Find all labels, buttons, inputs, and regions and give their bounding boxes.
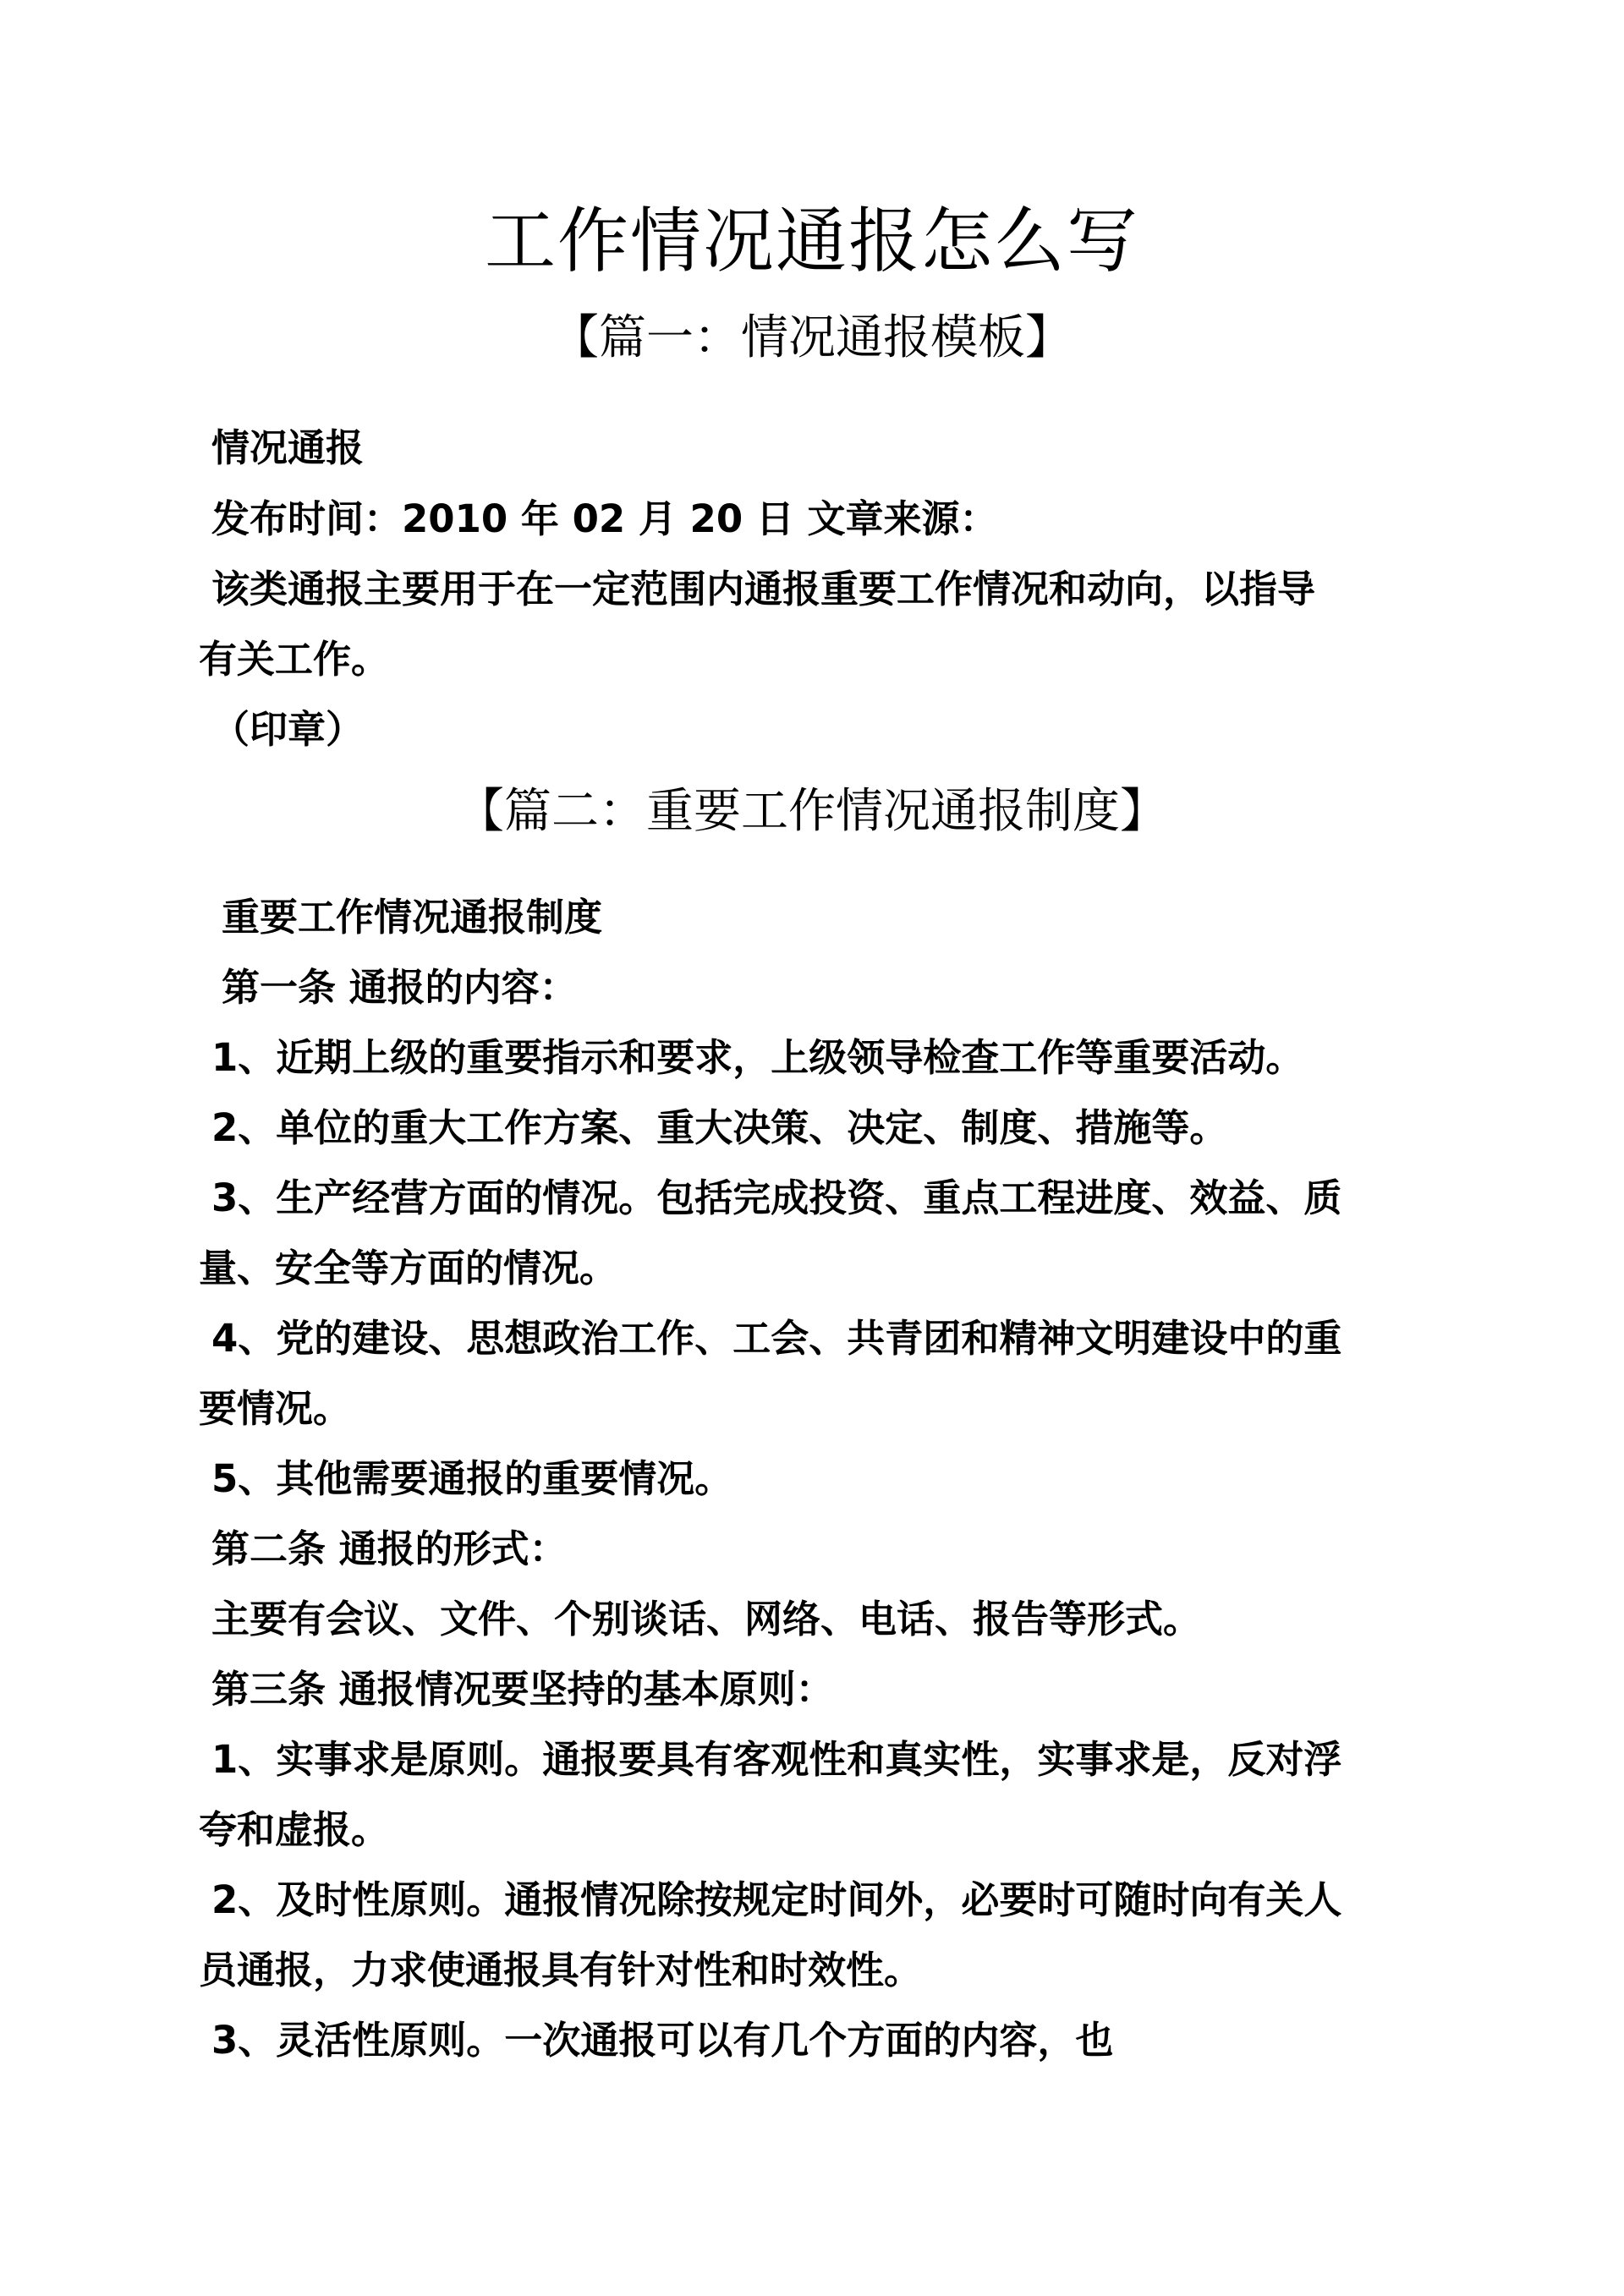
section-2-line: 员通报，力求使通报具有针对性和时效性。 <box>199 1948 923 1992</box>
section-2-line: 2、及时性原则。通报情况除按规定时间外，必要时可随时向有关人 <box>211 1877 1342 1922</box>
section-2-line: 第二条 通报的形式： <box>211 1526 568 1571</box>
section-2-line: 4、党的建设、思想政治工作、工会、共青团和精神文明建设中的重 <box>211 1316 1342 1361</box>
section-1-line: 情况通报 <box>211 425 365 470</box>
section-1-line: 有关工作。 <box>199 637 390 682</box>
section-1-line: （印章） <box>211 707 365 752</box>
section-2-heading: 【篇二：重要工作情况通报制度】 <box>457 784 1167 839</box>
section-2-line: 3、生产经营方面的情况。包括完成投资、重点工程进度、效益、质 <box>211 1175 1342 1220</box>
section-2-line: 3、灵活性原则。一次通报可以有几个方面的内容，也 <box>211 2018 1114 2063</box>
section-2-line: 第三条 通报情况要坚持的基本原则： <box>211 1667 834 1712</box>
section-2-line: 5、其他需要通报的重要情况。 <box>211 1456 733 1501</box>
section-2-line: 2、单位的重大工作方案、重大决策、决定、制度、措施等。 <box>211 1105 1228 1150</box>
section-1-heading: 【篇一：情况通报模板】 <box>551 310 1073 365</box>
section-2-line: 1、实事求是原则。通报要具有客观性和真实性，实事求是，反对浮 <box>211 1737 1342 1782</box>
section-2-line: 重要工作情况通报制度 <box>222 895 603 940</box>
section-1-line: 该类通报主要用于在一定范围内通报重要工作情况和动向，以指导 <box>211 567 1316 611</box>
section-1-line: 发布时间：2010 年 02 月 20 日 文章来源： <box>211 496 998 541</box>
section-2-line: 要情况。 <box>199 1386 352 1431</box>
section-2-line: 1、近期上级的重要指示和要求，上级领导检查工作等重要活动。 <box>211 1035 1304 1080</box>
section-2-line: 夸和虚报。 <box>199 1807 390 1852</box>
section-2-line: 第一条 通报的内容： <box>222 965 578 1010</box>
document-title: 工作情况通报怎么写 <box>484 200 1139 282</box>
section-2-line: 量、安全等方面的情况。 <box>199 1246 618 1290</box>
section-2-line: 主要有会议、文件、个别谈话、网络、电话、报告等形式。 <box>211 1597 1202 1641</box>
